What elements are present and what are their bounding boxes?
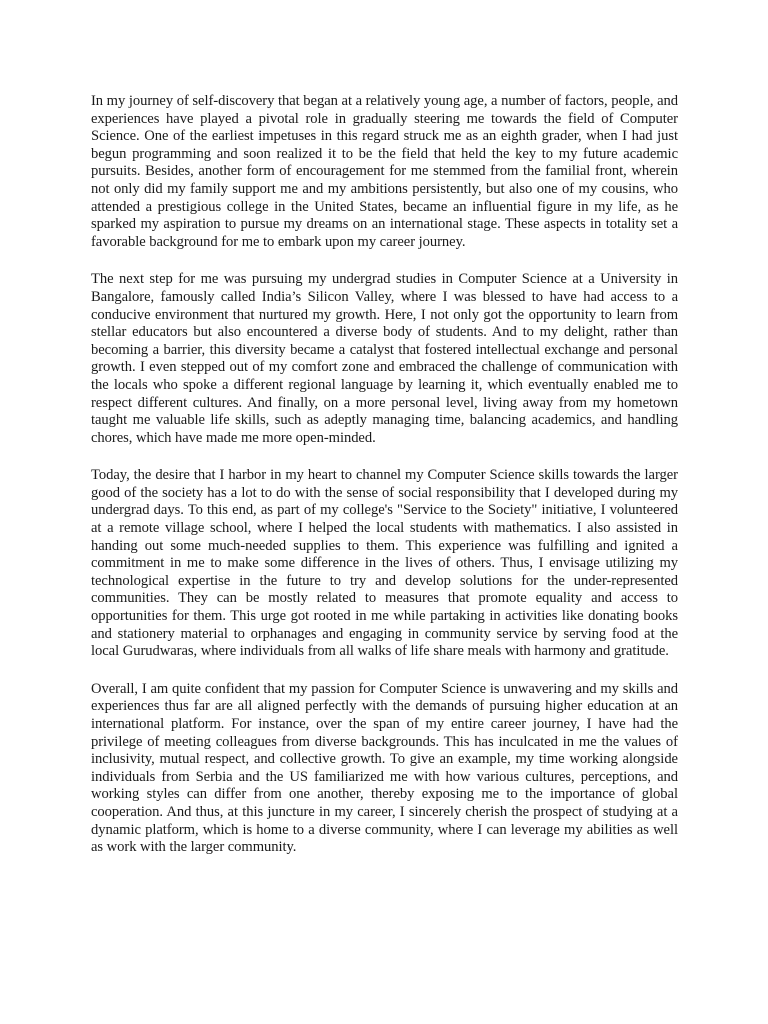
paragraph-1: In my journey of self-discovery that began at a relatively young age, a number of factors, people, and experiences have played a pivotal role in gradually steering me towards the field of Computer Science. One of the earliest impetuses in this regard struck me as an eighth grader, when I had just begun programming and soon realized it to be the field that held the key to my future academic pursuits. Besides, another form of encouragement for me stemmed from the familial front, wherein not only did my family support me and my ambitions persistently, but also one of my cousins, who attended a prestigious college in the United States, became an influential figure in my life, as he sparked my aspiration to pursue my dreams on an international stage. These aspects in totality set a favorable background for me to embark upon my career journey. bbox=[91, 93, 678, 250]
paragraph-3: Today, the desire that I harbor in my heart to channel my Computer Science skills towards the larger good of the society has a lot to do with the sense of social responsibility that I developed during my undergrad days. To this end, as part of my college's "Service to the Society" initiative, I volunteered at a remote village school, where I helped the local students with mathematics. I also assisted in handing out some much-needed supplies to them. This experience was fulfilling and ignited a commitment in me to make some difference in the lives of others. Thus, I envisage utilizing my technological expertise in the future to try and develop solutions for the under-represented communities. They can be mostly related to measures that promote equality and access to opportunities for them. This urge got rooted in me while partaking in activities like donating books and stationery material to orphanages and engaging in community service by serving food at the local Gurudwaras, where individuals from all walks of life share meals with harmony and gratitude. bbox=[91, 467, 678, 660]
document-body bbox=[91, 93, 678, 877]
paragraph-4: Overall, I am quite confident that my passion for Computer Science is unwavering and my skills and experiences thus far are all aligned perfectly with the demands of pursuing higher education at an international platform. For instance, over the span of my entire career journey, I have had the privilege of meeting colleagues from diverse backgrounds. This has inculcated in me the values of inclusivity, mutual respect, and collective growth. To give an example, my time working alongside individuals from Serbia and the US familiarized me with how various cultures, perceptions, and working styles can differ from one another, thereby exposing me to the importance of global cooperation. And thus, at this juncture in my career, I sincerely cherish the prospect of studying at a dynamic platform, which is home to a diverse community, where I can leverage my abilities as well as work with the larger community. bbox=[91, 680, 678, 856]
paragraph-2: The next step for me was pursuing my undergrad studies in Computer Science at a University in Bangalore, famously called India’s Silicon Valley, where I was blessed to have had access to a conducive environment that nurtured my growth. Here, I not only got the opportunity to learn from stellar educators but also encountered a diverse body of students. And to my delight, rather than becoming a barrier, this diversity became a catalyst that fostered intellectual exchange and personal growth. I even stepped out of my comfort zone and embraced the challenge of communication with the locals who spoke a different regional language by learning it, which eventually enabled me to respect different cultures. And finally, on a more personal level, living away from my hometown taught me valuable life skills, such as adeptly managing time, balancing academics, and handling chores, which have made me more open-minded. bbox=[91, 271, 678, 446]
